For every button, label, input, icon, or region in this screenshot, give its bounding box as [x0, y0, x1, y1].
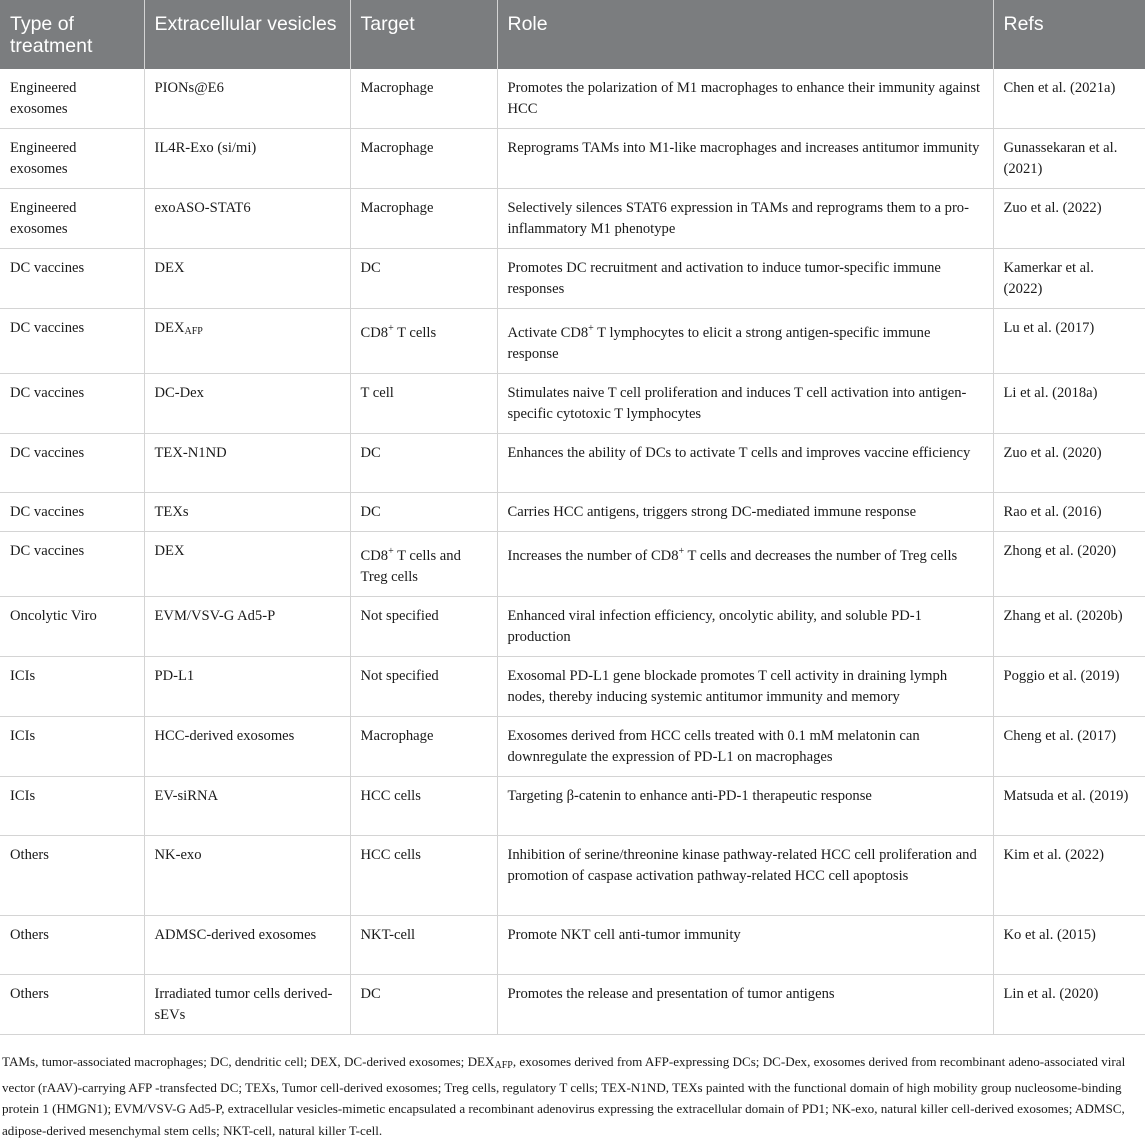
header-type: Type of treatment: [0, 0, 144, 69]
cell-target: DC: [350, 493, 497, 532]
role-superscript: +: [588, 323, 594, 334]
cell-refs: Zhang et al. (2020b): [993, 597, 1145, 657]
cell-ev: PIONs@E6: [144, 69, 350, 129]
cell-role: Promotes DC recruitment and activation to induce tumor-specific immune responses: [497, 249, 993, 309]
target-superscript: +: [388, 323, 394, 334]
cell-role: Stimulates naive T cell proliferation and induces T cell activation into antigen-specific cytotoxic T lymphocytes: [497, 374, 993, 434]
cell-ev: ADMSC-derived exosomes: [144, 916, 350, 975]
cell-type: Others: [0, 916, 144, 975]
table-row: [0, 975, 1145, 1035]
header-ev: Extracellular vesicles: [144, 0, 350, 69]
cell-refs: Kim et al. (2022): [993, 836, 1145, 916]
cell-ev: TEX-N1ND: [144, 434, 350, 493]
cell-role: Reprograms TAMs into M1-like macrophages and increases antitumor immunity: [497, 129, 993, 189]
cell-role: Promotes the release and presentation of tumor antigens: [497, 975, 993, 1035]
cell-ev: exoASO-STAT6: [144, 189, 350, 249]
cell-target: Not specified: [350, 597, 497, 657]
table-header-row: [0, 0, 1145, 69]
cell-ev: IL4R-Exo (si/mi): [144, 129, 350, 189]
table-row: [0, 916, 1145, 975]
cell-ev: PD-L1: [144, 657, 350, 717]
cell-target: Macrophage: [350, 189, 497, 249]
cell-target: [350, 309, 497, 374]
cell-role: [497, 532, 993, 597]
cell-ev: EV-siRNA: [144, 777, 350, 836]
cell-type: ICIs: [0, 777, 144, 836]
cell-type: DC vaccines: [0, 434, 144, 493]
cell-refs: Matsuda et al. (2019): [993, 777, 1145, 836]
table-row: [0, 717, 1145, 777]
cell-type: Others: [0, 836, 144, 916]
cell-refs: Poggio et al. (2019): [993, 657, 1145, 717]
cell-ev: DEX: [144, 532, 350, 597]
cell-target: Macrophage: [350, 717, 497, 777]
cell-type: ICIs: [0, 657, 144, 717]
cell-role: Selectively silences STAT6 expression in TAMs and reprograms them to a pro-inflammatory M1 phenotype: [497, 189, 993, 249]
cell-type: Engineered exosomes: [0, 189, 144, 249]
cell-refs: Cheng et al. (2017): [993, 717, 1145, 777]
cell-refs: Li et al. (2018a): [993, 374, 1145, 434]
cell-role: Enhances the ability of DCs to activate T cells and improves vaccine efficiency: [497, 434, 993, 493]
cell-refs: Zhong et al. (2020): [993, 532, 1145, 597]
cell-refs: Zuo et al. (2020): [993, 434, 1145, 493]
role-text: Increases the number of CD8: [507, 548, 679, 564]
table-row: [0, 189, 1145, 249]
table-row: [0, 309, 1145, 374]
target-text: CD8: [360, 325, 389, 341]
cell-ev: Irradiated tumor cells derived-sEVs: [144, 975, 350, 1035]
cell-type: ICIs: [0, 717, 144, 777]
cell-target: HCC cells: [350, 836, 497, 916]
footnote-subscript: AFP: [494, 1060, 513, 1071]
cell-type: Others: [0, 975, 144, 1035]
header-role: Role: [497, 0, 993, 69]
ev-subscript: AFP: [184, 326, 203, 337]
header-target: Target: [350, 0, 497, 69]
cell-target: Macrophage: [350, 69, 497, 129]
table-row: [0, 69, 1145, 129]
cell-type: DC vaccines: [0, 249, 144, 309]
cell-refs: Rao et al. (2016): [993, 493, 1145, 532]
cell-role: Targeting β-catenin to enhance anti-PD-1 therapeutic response: [497, 777, 993, 836]
cell-type: DC vaccines: [0, 374, 144, 434]
cell-type: DC vaccines: [0, 493, 144, 532]
header-refs: Refs: [993, 0, 1145, 69]
cell-role: Inhibition of serine/threonine kinase pathway-related HCC cell proliferation and promotion of caspase activation pathway-related HCC cell apoptosis: [497, 836, 993, 916]
cell-type: DC vaccines: [0, 532, 144, 597]
table-row: [0, 532, 1145, 597]
cell-refs: Chen et al. (2021a): [993, 69, 1145, 129]
cell-type: DC vaccines: [0, 309, 144, 374]
cell-target: DC: [350, 434, 497, 493]
table-row: [0, 777, 1145, 836]
table-row: [0, 493, 1145, 532]
cell-role: Promotes the polarization of M1 macrophages to enhance their immunity against HCC: [497, 69, 993, 129]
cell-role: Enhanced viral infection efficiency, oncolytic ability, and soluble PD-1 production: [497, 597, 993, 657]
cell-target: T cell: [350, 374, 497, 434]
cell-ev: [144, 309, 350, 374]
cell-target: DC: [350, 975, 497, 1035]
cell-target: Not specified: [350, 657, 497, 717]
cell-ev: EVM/VSV-G Ad5-P: [144, 597, 350, 657]
table-row: [0, 249, 1145, 309]
target-text-rest: T cells: [393, 325, 437, 341]
cell-role: Exosomes derived from HCC cells treated with 0.1 mM melatonin can downregulate the expression of PD-L1 on macrophages: [497, 717, 993, 777]
table-row: [0, 657, 1145, 717]
cell-target: Macrophage: [350, 129, 497, 189]
cell-target: [350, 532, 497, 597]
table-row: [0, 129, 1145, 189]
target-superscript: +: [388, 546, 394, 557]
cell-refs: Gunassekaran et al. (2021): [993, 129, 1145, 189]
cell-ev: HCC-derived exosomes: [144, 717, 350, 777]
target-text-rest: T cells and Treg cells: [360, 548, 461, 585]
role-superscript: +: [678, 546, 685, 557]
cell-target: HCC cells: [350, 777, 497, 836]
cell-refs: Lin et al. (2020): [993, 975, 1145, 1035]
cell-refs: Ko et al. (2015): [993, 916, 1145, 975]
table-row: [0, 597, 1145, 657]
cell-role: Carries HCC antigens, triggers strong DC-mediated immune response: [497, 493, 993, 532]
ev-text: DEX: [154, 320, 185, 336]
cell-role: Exosomal PD-L1 gene blockade promotes T cell activity in draining lymph nodes, thereby inducing systemic antitumor immunity and memory: [497, 657, 993, 717]
cell-ev: DC-Dex: [144, 374, 350, 434]
target-text: CD8: [360, 548, 389, 564]
footnote-text-2: , exosomes derived from AFP-expressing DCs; DC-Dex, exosomes derived from recombinant adeno-associated viral vector (rAAV)-carrying AFP -transfected DC; TEXs, Tumor cell-derived exosomes; Treg cells, regulatory T cells; TEX-N1ND, TEXs painted with the functional domain of high mobility group nucleosome-binding protein 1 (HMGN1); EVM/VSV-G Ad5-P, extracellular vesicles-mimetic encapsulated a recombinant adenovirus expressing the extracellular domain of PD1; NK-exo, natural killer cell-derived exosomes; ADMSC, adipose-derived mesenchymal stem cells; NKT-cell, natural killer T-cell.: [2, 1054, 1126, 1138]
table-footnote: [0, 1035, 1145, 1141]
cell-refs: Zuo et al. (2022): [993, 189, 1145, 249]
cell-type: Oncolytic Viro: [0, 597, 144, 657]
table-row: [0, 374, 1145, 434]
cell-target: NKT-cell: [350, 916, 497, 975]
cell-ev: NK-exo: [144, 836, 350, 916]
cell-ev: TEXs: [144, 493, 350, 532]
cell-role: Promote NKT cell anti-tumor immunity: [497, 916, 993, 975]
cell-ev: DEX: [144, 249, 350, 309]
cell-refs: Kamerkar et al. (2022): [993, 249, 1145, 309]
role-text-rest: T cells and decreases the number of Treg cells: [684, 548, 958, 564]
cell-refs: Lu et al. (2017): [993, 309, 1145, 374]
cell-type: Engineered exosomes: [0, 69, 144, 129]
cell-target: DC: [350, 249, 497, 309]
role-text-rest: T lymphocytes to elicit a strong antigen-specific immune response: [507, 325, 931, 362]
table-row: [0, 434, 1145, 493]
role-text: Activate CD8: [507, 325, 589, 341]
cell-type: Engineered exosomes: [0, 129, 144, 189]
table-row: [0, 836, 1145, 916]
cell-role: [497, 309, 993, 374]
footnote-text-1: TAMs, tumor-associated macrophages; DC, dendritic cell; DEX, DC-derived exosomes; DEX: [2, 1054, 495, 1069]
